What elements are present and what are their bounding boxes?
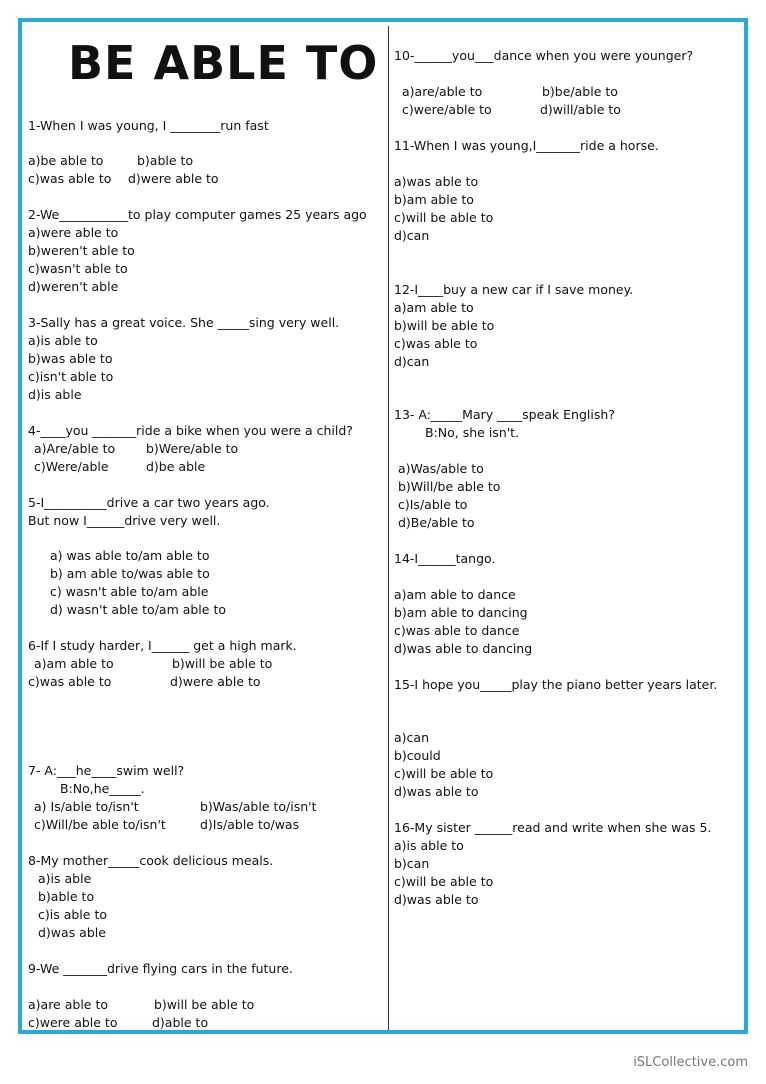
q14-option-d[interactable]: d)was able to dancing (394, 641, 533, 656)
q15-option-c[interactable]: c)will be able to (394, 766, 494, 781)
q2-option-b[interactable]: b)weren't able to (28, 243, 135, 258)
q10-option-d[interactable]: d)will/able to (540, 102, 621, 117)
question-14: 14-I______tango. (394, 551, 496, 566)
q10-option-b[interactable]: b)be/able to (542, 84, 618, 99)
q8-option-b[interactable]: b)able to (38, 889, 95, 904)
question-5: 5-I__________drive a car two years ago. (28, 495, 270, 510)
q11-option-a[interactable]: a)was able to (394, 174, 479, 189)
q13-option-c[interactable]: c)Is/able to (398, 497, 468, 512)
q7-option-b[interactable]: b)Was/able to/isn't (200, 799, 317, 814)
q9-option-c[interactable]: c)were able to (28, 1015, 118, 1030)
question-15: 15-I hope you_____play the piano better years later. (394, 677, 718, 692)
q16-option-c[interactable]: c)will be able to (394, 874, 494, 889)
q4-option-a[interactable]: a)Are/able to (34, 441, 116, 456)
q3-option-c[interactable]: c)isn't able to (28, 369, 114, 384)
q12-option-c[interactable]: c)was able to (394, 336, 478, 351)
q5-option-a[interactable]: a) was able to/am able to (50, 548, 210, 563)
q4-option-c[interactable]: c)Were/able (34, 459, 109, 474)
q9-option-d[interactable]: d)able to (152, 1015, 209, 1030)
q10-option-c[interactable]: c)were/able to (402, 102, 492, 117)
q3-option-d[interactable]: d)is able (28, 387, 82, 402)
question-13-line-2: B:No, she isn't. (425, 425, 520, 440)
q2-option-c[interactable]: c)wasn't able to (28, 261, 128, 276)
q6-option-d[interactable]: d)were able to (170, 674, 261, 689)
q4-option-d[interactable]: d)be able (146, 459, 206, 474)
q1-option-a[interactable]: a)be able to (28, 153, 104, 168)
q8-option-a[interactable]: a)is able (38, 871, 92, 886)
question-5-line-2: But now I______drive very well. (28, 513, 221, 528)
q12-option-d[interactable]: d)can (394, 354, 430, 369)
q16-option-b[interactable]: b)can (394, 856, 430, 871)
q16-option-d[interactable]: d)was able to (394, 892, 479, 907)
worksheet-title: BE ABLE TO (68, 36, 379, 90)
q10-option-a[interactable]: a)are/able to (402, 84, 483, 99)
q2-option-d[interactable]: d)weren't able (28, 279, 119, 294)
q8-option-d[interactable]: d)was able (38, 925, 106, 940)
q11-option-c[interactable]: c)will be able to (394, 210, 494, 225)
question-6: 6-If I study harder, I______ get a high mark. (28, 638, 297, 653)
question-10: 10-______you___dance when you were younger? (394, 48, 694, 63)
q15-option-a[interactable]: a)can (394, 730, 429, 745)
q1-option-c[interactable]: c)was able to (28, 171, 112, 186)
q12-option-b[interactable]: b)will be able to (394, 318, 495, 333)
question-9: 9-We _______drive flying cars in the future. (28, 961, 293, 976)
q9-option-b[interactable]: b)will be able to (154, 997, 255, 1012)
question-3: 3-Sally has a great voice. She _____sing very well. (28, 315, 340, 330)
q14-option-a[interactable]: a)am able to dance (394, 587, 516, 602)
q14-option-c[interactable]: c)was able to dance (394, 623, 520, 638)
q8-option-c[interactable]: c)is able to (38, 907, 107, 922)
q14-option-b[interactable]: b)am able to dancing (394, 605, 528, 620)
q7-option-d[interactable]: d)Is/able to/was (200, 817, 300, 832)
q15-option-d[interactable]: d)was able to (394, 784, 479, 799)
q6-option-b[interactable]: b)will be able to (172, 656, 273, 671)
question-7: 7- A:___he____swim well? (28, 763, 185, 778)
q13-option-a[interactable]: a)Was/able to (398, 461, 484, 476)
q9-option-a[interactable]: a)are able to (28, 997, 109, 1012)
question-8: 8-My mother_____cook delicious meals. (28, 853, 274, 868)
q1-option-d[interactable]: d)were able to (128, 171, 219, 186)
q3-option-b[interactable]: b)was able to (28, 351, 113, 366)
q5-option-b[interactable]: b) am able to/was able to (50, 566, 210, 581)
q16-option-a[interactable]: a)is able to (394, 838, 464, 853)
q13-option-d[interactable]: d)Be/able to (398, 515, 475, 530)
watermark: iSLCollective.com (633, 1055, 748, 1070)
q15-option-b[interactable]: b)could (394, 748, 441, 763)
question-13: 13- A:_____Mary ____speak English? (394, 407, 615, 422)
q5-option-c[interactable]: c) wasn't able to/am able (50, 584, 209, 599)
q3-option-a[interactable]: a)is able to (28, 333, 98, 348)
q6-option-a[interactable]: a)am able to (34, 656, 114, 671)
question-4: 4-____you _______ride a bike when you were a child? (28, 423, 353, 438)
q5-option-d[interactable]: d) wasn't able to/am able to (50, 602, 226, 617)
question-1: 1-When I was young, I ________run fast (28, 118, 269, 133)
q4-option-b[interactable]: b)Were/able to (146, 441, 239, 456)
q1-option-b[interactable]: b)able to (137, 153, 194, 168)
q13-option-b[interactable]: b)Will/be able to (398, 479, 501, 494)
q7-option-c[interactable]: c)Will/be able to/isn't (34, 817, 166, 832)
q7-option-a[interactable]: a) Is/able to/isn't (34, 799, 139, 814)
question-12: 12-I____buy a new car if I save money. (394, 282, 634, 297)
question-16: 16-My sister ______read and write when she was 5. (394, 820, 712, 835)
question-7-line-2: B:No,he_____. (60, 781, 145, 796)
q11-option-b[interactable]: b)am able to (394, 192, 474, 207)
q2-option-a[interactable]: a)were able to (28, 225, 119, 240)
q11-option-d[interactable]: d)can (394, 228, 430, 243)
q12-option-a[interactable]: a)am able to (394, 300, 474, 315)
column-divider (388, 26, 389, 1030)
question-11: 11-When I was young,I_______ride a horse. (394, 138, 659, 153)
question-2: 2-We___________to play computer games 25 years ago (28, 207, 367, 222)
q6-option-c[interactable]: c)was able to (28, 674, 112, 689)
